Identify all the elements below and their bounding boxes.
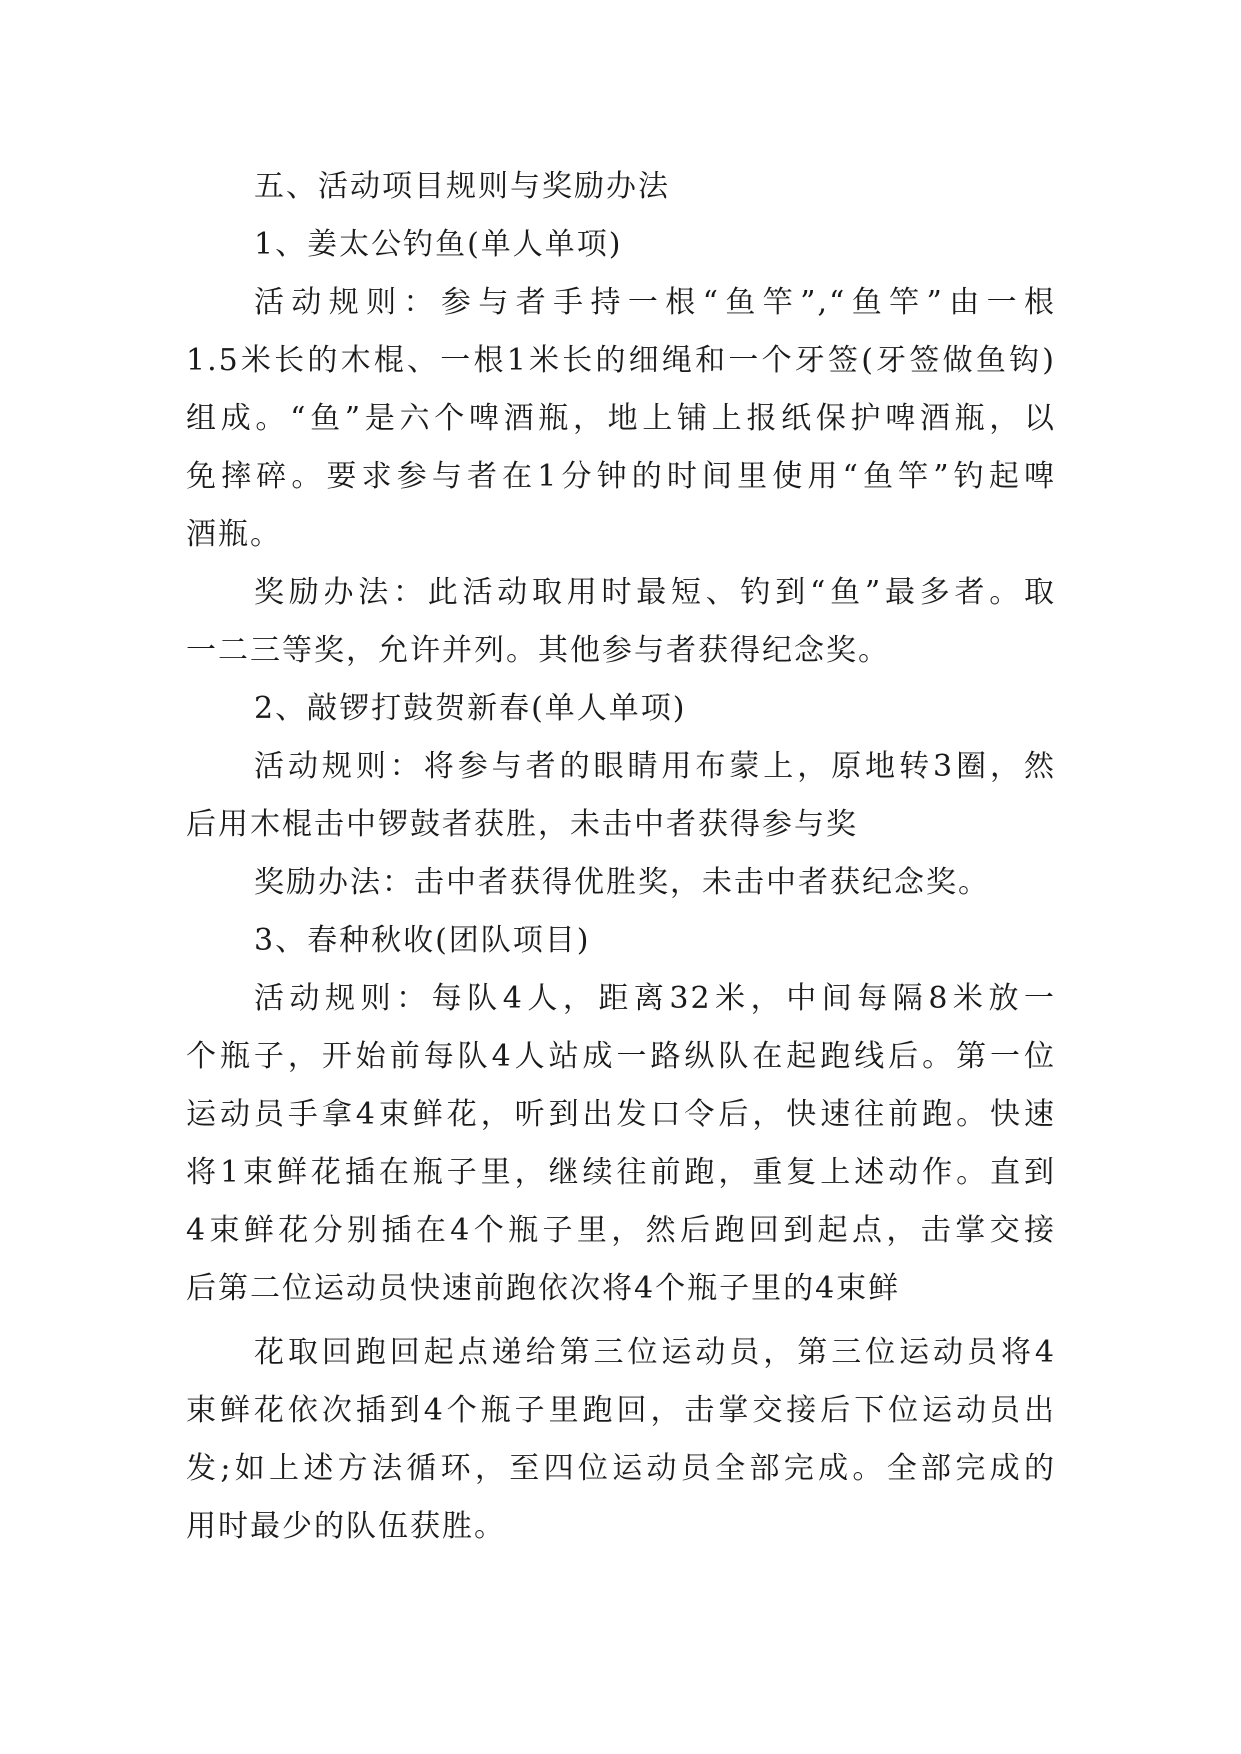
paragraph-line: 将1束鲜花插在瓶子里，继续往前跑，重复上述动作。直到: [186, 1155, 1056, 1190]
paragraph-line: 用时最少的队伍获胜。: [186, 1509, 506, 1544]
paragraph-line: 奖励办法：此活动取用时最短、钓到“鱼”最多者。取: [254, 575, 1056, 610]
paragraph-line: 后用木棍击中锣鼓者获胜，未击中者获得参与奖: [186, 807, 858, 842]
paragraph-line: 花取回跑回起点递给第三位运动员，第三位运动员将4: [254, 1335, 1056, 1370]
paragraph-line: 酒瓶。: [186, 517, 282, 552]
paragraph-line: 一二三等奖，允许并列。其他参与者获得纪念奖。: [186, 633, 890, 668]
paragraph-line: 个瓶子，开始前每队4人站成一路纵队在起跑线后。第一位: [186, 1039, 1056, 1074]
subheading-fishing: 1、姜太公钓鱼(单人单项): [254, 227, 623, 262]
paragraph-line: 4束鲜花分别插在4个瓶子里，然后跑回到起点，击掌交接: [186, 1213, 1056, 1248]
paragraph-line: 免摔碎。要求参与者在1分钟的时间里使用“鱼竿”钓起啤: [186, 459, 1056, 494]
document-body: [186, 158, 1056, 1556]
paragraph-line: 活动规则：参与者手持一根“鱼竿”,“鱼竿”由一根: [254, 285, 1056, 320]
paragraph-line: 活动规则：每队4人，距离32米，中间每隔8米放一: [254, 981, 1056, 1016]
subheading-drums: 2、敲锣打鼓贺新春(单人单项): [254, 691, 687, 726]
section-heading: 五、活动项目规则与奖励办法: [254, 169, 670, 204]
paragraph-line: 束鲜花依次插到4个瓶子里跑回，击掌交接后下位运动员出: [186, 1393, 1056, 1428]
subheading-spring-harvest: 3、春种秋收(团队项目): [254, 923, 591, 958]
paragraph-line: 发;如上述方法循环，至四位运动员全部完成。全部完成的: [186, 1451, 1056, 1486]
paragraph-line: 运动员手拿4束鲜花，听到出发口令后，快速往前跑。快速: [186, 1097, 1056, 1132]
paragraph-line: 1.5米长的木棍、一根1米长的细绳和一个牙签(牙签做鱼钩): [186, 343, 1056, 378]
paragraph-line: 奖励办法：击中者获得优胜奖，未击中者获纪念奖。: [254, 865, 990, 900]
paragraph-line: 活动规则：将参与者的眼睛用布蒙上，原地转3圈，然: [254, 749, 1056, 784]
paragraph-line: 后第二位运动员快速前跑依次将4个瓶子里的4束鲜: [186, 1271, 901, 1306]
paragraph-line: 组成。“鱼”是六个啤酒瓶，地上铺上报纸保护啤酒瓶，以: [186, 401, 1056, 436]
